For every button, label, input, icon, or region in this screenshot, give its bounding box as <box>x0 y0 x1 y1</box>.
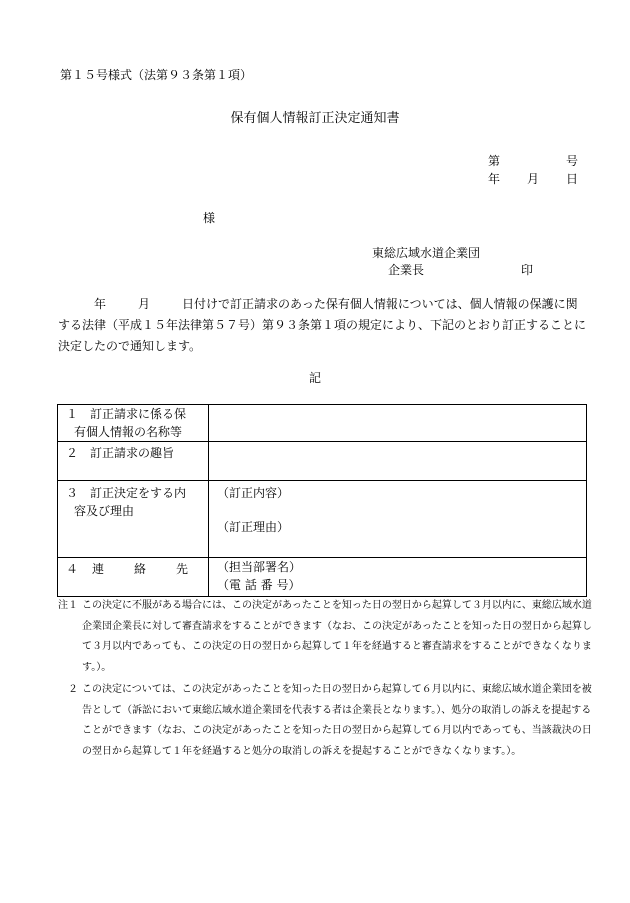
table-row <box>58 405 587 442</box>
note-1-text: この決定に不服がある場合には、この決定があったことを知った日の翌日から起算して３月以内に、東総広域水道企業団企業長に対して審査請求をすることができます（なお、この決定があったことを知った日の翌日から起算して３月以内であっても、この決定の日の翌日から起算して１年を経過すると審査請求をすることができなくなります。）。 <box>82 600 592 673</box>
row1-label: １ 訂正請求に係る保 有個人情報の名称等 <box>58 405 209 442</box>
row1-content <box>209 405 587 442</box>
notes-section <box>58 596 598 762</box>
month-label: 月 <box>526 172 539 186</box>
chief-title: 企業長 <box>388 263 425 277</box>
form-number: 第１５号様式（法第９３条第１項） <box>60 68 253 82</box>
row4-content: （担当部署名） （電 話 番 号） <box>209 558 587 597</box>
row3-content: （訂正内容） （訂正理由） <box>209 481 587 558</box>
para-month: 月 <box>138 297 151 311</box>
row2-content <box>209 442 587 481</box>
row3-label: ３ 訂正決定をする内 容及び理由 <box>58 481 209 558</box>
number-suffix: 号 <box>565 154 578 168</box>
document-number-line <box>488 152 578 169</box>
note-2-text: この決定については、この決定があったことを知った日の翌日から起算して６月以内に、東総広域水道企業団を被告として（訴訟において東総広域水道企業団を代表する者は企業長となります。）、処分の取消しの訴えを提起することができます（なお、この決定があったことを知った日の翌日から起算して６月以内であっても、当該裁決の日の翌日から起算して１年を経過すると処分の取消しの訴えを提起することができなくなります。）。 <box>82 684 592 757</box>
document-date-line <box>488 170 578 187</box>
addressee-suffix: 様 <box>203 211 216 225</box>
table-row <box>58 442 587 481</box>
table-row <box>58 558 587 597</box>
row4-label: ４ 連 絡 先 <box>58 558 209 597</box>
document-title: 保有個人情報訂正決定通知書 <box>230 111 400 126</box>
note-1 <box>58 596 598 678</box>
day-label: 日 <box>565 172 578 186</box>
number-label: 第 <box>488 154 501 168</box>
org-name: 東総広域水道企業団 <box>372 246 481 260</box>
table-row <box>58 481 587 558</box>
body-paragraph <box>58 294 588 357</box>
para-text: 日付けで訂正請求のあった保有個人情報については、個人情報の保護に関する法律（平成１５年法律第５７号）第９３条第１項の規定により、下記のとおり訂正することに決定したので通知します。 <box>58 297 587 353</box>
ki-heading: 記 <box>308 371 321 385</box>
note-1-mark: 注１ <box>58 600 78 611</box>
decision-table <box>57 404 587 597</box>
row2-label: ２ 訂正請求の趣旨 <box>58 442 209 481</box>
para-year: 年 <box>94 297 107 311</box>
seal-mark: 印 <box>521 263 534 277</box>
note-2-mark: ２ <box>68 684 78 695</box>
note-2 <box>58 680 598 762</box>
year-label: 年 <box>488 172 501 186</box>
